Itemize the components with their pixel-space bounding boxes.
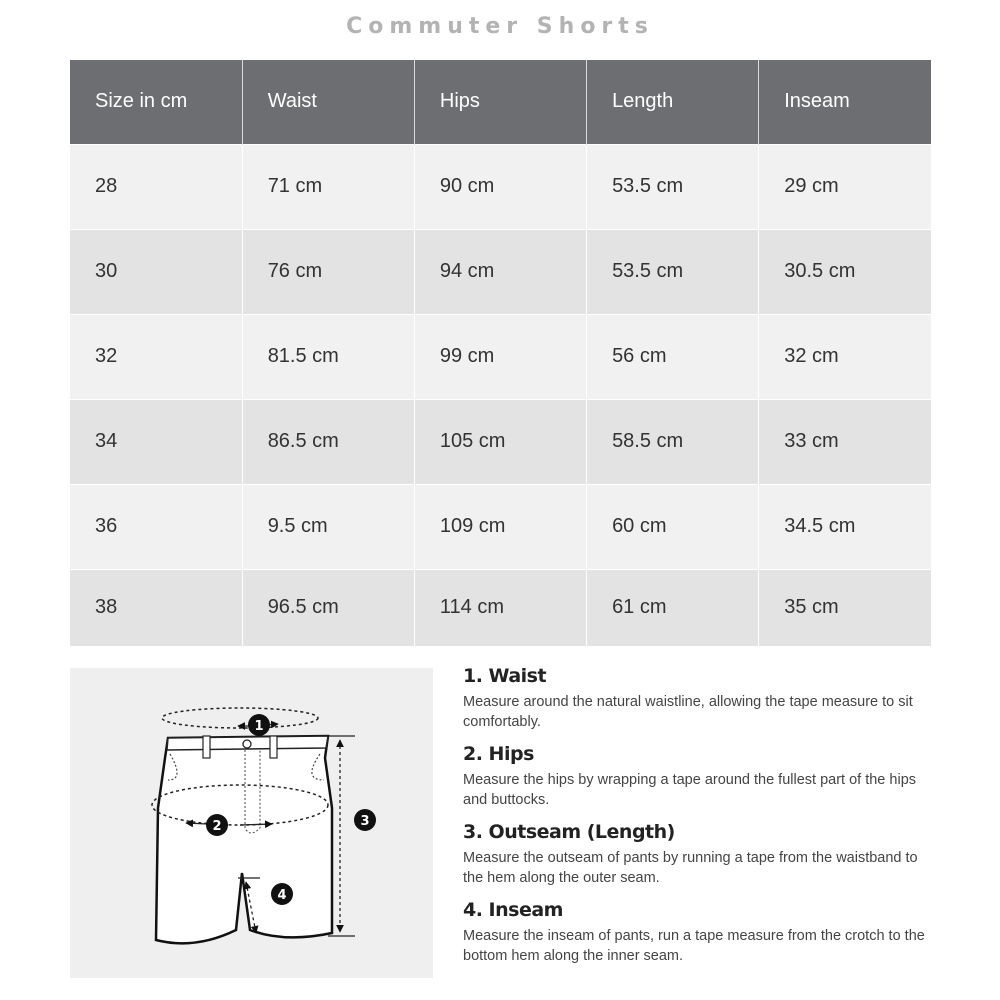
step-inseam	[463, 898, 933, 966]
header-length: Length	[587, 60, 759, 144]
table-header-row	[70, 60, 931, 144]
table-row	[70, 314, 931, 399]
table-row	[70, 569, 931, 646]
marker-3	[354, 809, 376, 831]
step-title: 1. Waist	[463, 665, 547, 687]
cell-length: 61 cm	[587, 569, 759, 646]
cell-waist: 76 cm	[242, 229, 414, 314]
cell-hips: 105 cm	[414, 399, 586, 484]
cell-inseam: 29 cm	[759, 144, 931, 229]
cell-inseam: 30.5 cm	[759, 229, 931, 314]
svg-text:3: 3	[360, 814, 370, 829]
table-row	[70, 399, 931, 484]
step-text: Measure the inseam of pants, run a tape measure from the crotch to the bottom hem along the inner seam.	[463, 928, 925, 964]
belt-loop	[270, 736, 277, 758]
marker-4	[271, 883, 293, 905]
button-icon	[243, 740, 251, 748]
cell-waist: 86.5 cm	[242, 399, 414, 484]
step-text: Measure around the natural waistline, allowing the tape measure to sit comfortably.	[463, 694, 913, 730]
cell-hips: 114 cm	[414, 569, 586, 646]
cell-size: 36	[70, 484, 242, 569]
step-title: 2. Hips	[463, 743, 534, 765]
table-row	[70, 484, 931, 569]
measurement-diagram	[70, 668, 433, 978]
svg-text:4: 4	[277, 888, 287, 903]
cell-hips: 90 cm	[414, 144, 586, 229]
step-outseam	[463, 820, 933, 888]
cell-waist: 96.5 cm	[242, 569, 414, 646]
cell-length: 58.5 cm	[587, 399, 759, 484]
cell-inseam: 34.5 cm	[759, 484, 931, 569]
header-waist: Waist	[242, 60, 414, 144]
step-waist	[463, 664, 933, 732]
shorts-outline	[156, 736, 332, 943]
svg-text:2: 2	[212, 819, 222, 834]
marker-2	[206, 814, 228, 836]
cell-hips: 94 cm	[414, 229, 586, 314]
svg-text:1: 1	[254, 719, 264, 734]
marker-1	[248, 714, 270, 736]
measurement-instructions	[463, 664, 933, 976]
waist-measure-line	[162, 708, 318, 728]
step-title: 3. Outseam (Length)	[463, 821, 675, 843]
cell-inseam: 35 cm	[759, 569, 931, 646]
cell-waist: 9.5 cm	[242, 484, 414, 569]
cell-size: 30	[70, 229, 242, 314]
cell-size: 34	[70, 399, 242, 484]
cell-size: 38	[70, 569, 242, 646]
belt-loop	[203, 736, 210, 758]
table-row	[70, 144, 931, 229]
cell-length: 53.5 cm	[587, 144, 759, 229]
cell-length: 56 cm	[587, 314, 759, 399]
cell-hips: 99 cm	[414, 314, 586, 399]
header-size: Size in cm	[70, 60, 242, 144]
cell-length: 60 cm	[587, 484, 759, 569]
size-table	[70, 60, 931, 646]
step-title: 4. Inseam	[463, 899, 563, 921]
shorts-illustration	[70, 668, 433, 978]
step-hips	[463, 742, 933, 810]
cell-size: 32	[70, 314, 242, 399]
cell-waist: 81.5 cm	[242, 314, 414, 399]
cell-inseam: 33 cm	[759, 399, 931, 484]
step-text: Measure the outseam of pants by running a tape from the waistband to the hem along the outer seam.	[463, 850, 918, 886]
page-title: Commuter Shorts	[346, 14, 654, 39]
header-hips: Hips	[414, 60, 586, 144]
cell-hips: 109 cm	[414, 484, 586, 569]
cell-length: 53.5 cm	[587, 229, 759, 314]
header-inseam: Inseam	[784, 90, 850, 113]
cell-inseam: 32 cm	[759, 314, 931, 399]
cell-waist: 71 cm	[242, 144, 414, 229]
table-row	[70, 229, 931, 314]
step-text: Measure the hips by wrapping a tape around the fullest part of the hips and buttocks.	[463, 772, 917, 808]
cell-size: 28	[70, 144, 242, 229]
